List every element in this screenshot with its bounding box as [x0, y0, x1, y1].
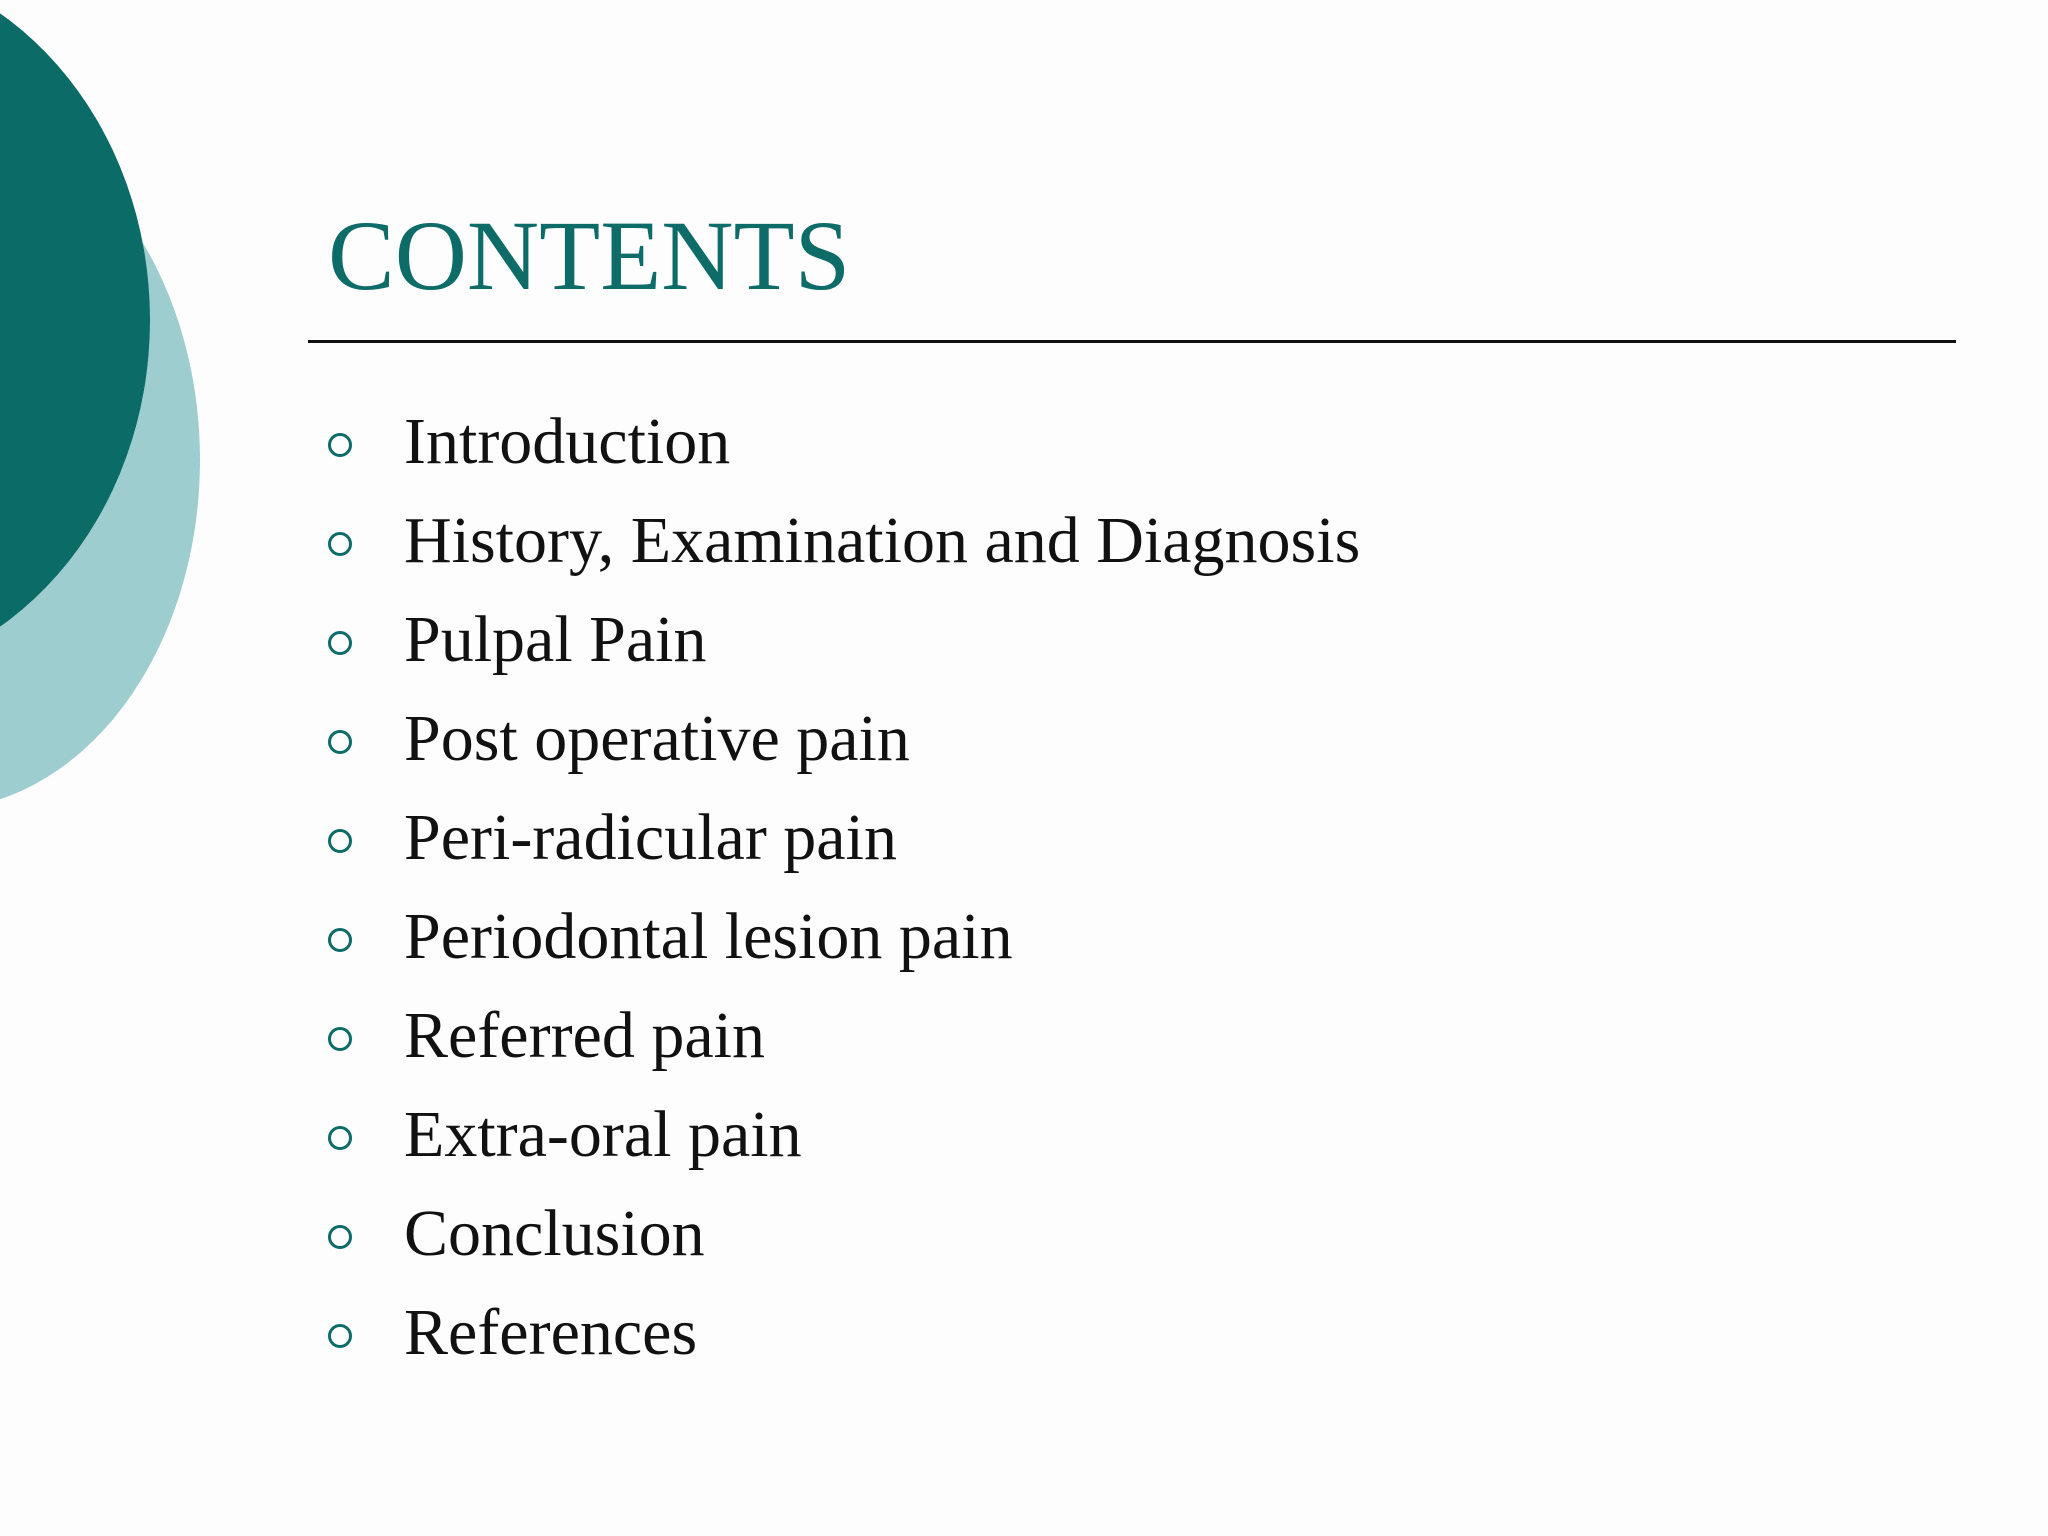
- hollow-circle-bullet-icon: [328, 1027, 352, 1051]
- hollow-circle-bullet-icon: [328, 1324, 352, 1348]
- list-item-label: Extra-oral pain: [404, 1097, 802, 1171]
- list-item-label: Periodontal lesion pain: [404, 899, 1013, 973]
- hollow-circle-bullet-icon: [328, 631, 352, 655]
- list-item-periodontal-lesion-pain: [328, 887, 1360, 986]
- list-item-extra-oral-pain: [328, 1085, 1360, 1184]
- list-item-post-operative-pain: [328, 689, 1360, 788]
- list-item-label: References: [404, 1295, 698, 1369]
- contents-list: [328, 392, 1360, 1382]
- hollow-circle-bullet-icon: [328, 433, 352, 457]
- hollow-circle-bullet-icon: [328, 1225, 352, 1249]
- hollow-circle-bullet-icon: [328, 928, 352, 952]
- list-item-introduction: [328, 392, 1360, 491]
- list-item-label: Conclusion: [404, 1196, 705, 1270]
- list-item-label: History, Examination and Diagnosis: [404, 503, 1361, 577]
- list-item-label: Pulpal Pain: [404, 602, 707, 676]
- list-item-pulpal-pain: [328, 590, 1360, 689]
- list-item-references: [328, 1283, 1360, 1382]
- list-item-conclusion: [328, 1184, 1360, 1283]
- list-item-peri-radicular-pain: [328, 788, 1360, 887]
- hollow-circle-bullet-icon: [328, 532, 352, 556]
- hollow-circle-bullet-icon: [328, 1126, 352, 1150]
- list-item-label: Introduction: [404, 404, 731, 478]
- title-divider: [308, 340, 1956, 343]
- list-item-label: Post operative pain: [404, 701, 910, 775]
- page-title: CONTENTS: [328, 200, 851, 311]
- hollow-circle-bullet-icon: [328, 829, 352, 853]
- list-item-label: Referred pain: [404, 998, 765, 1072]
- hollow-circle-bullet-icon: [328, 730, 352, 754]
- list-item-label: Peri-radicular pain: [404, 800, 897, 874]
- list-item-referred-pain: [328, 986, 1360, 1085]
- list-item-history-examination-diagnosis: [328, 491, 1360, 590]
